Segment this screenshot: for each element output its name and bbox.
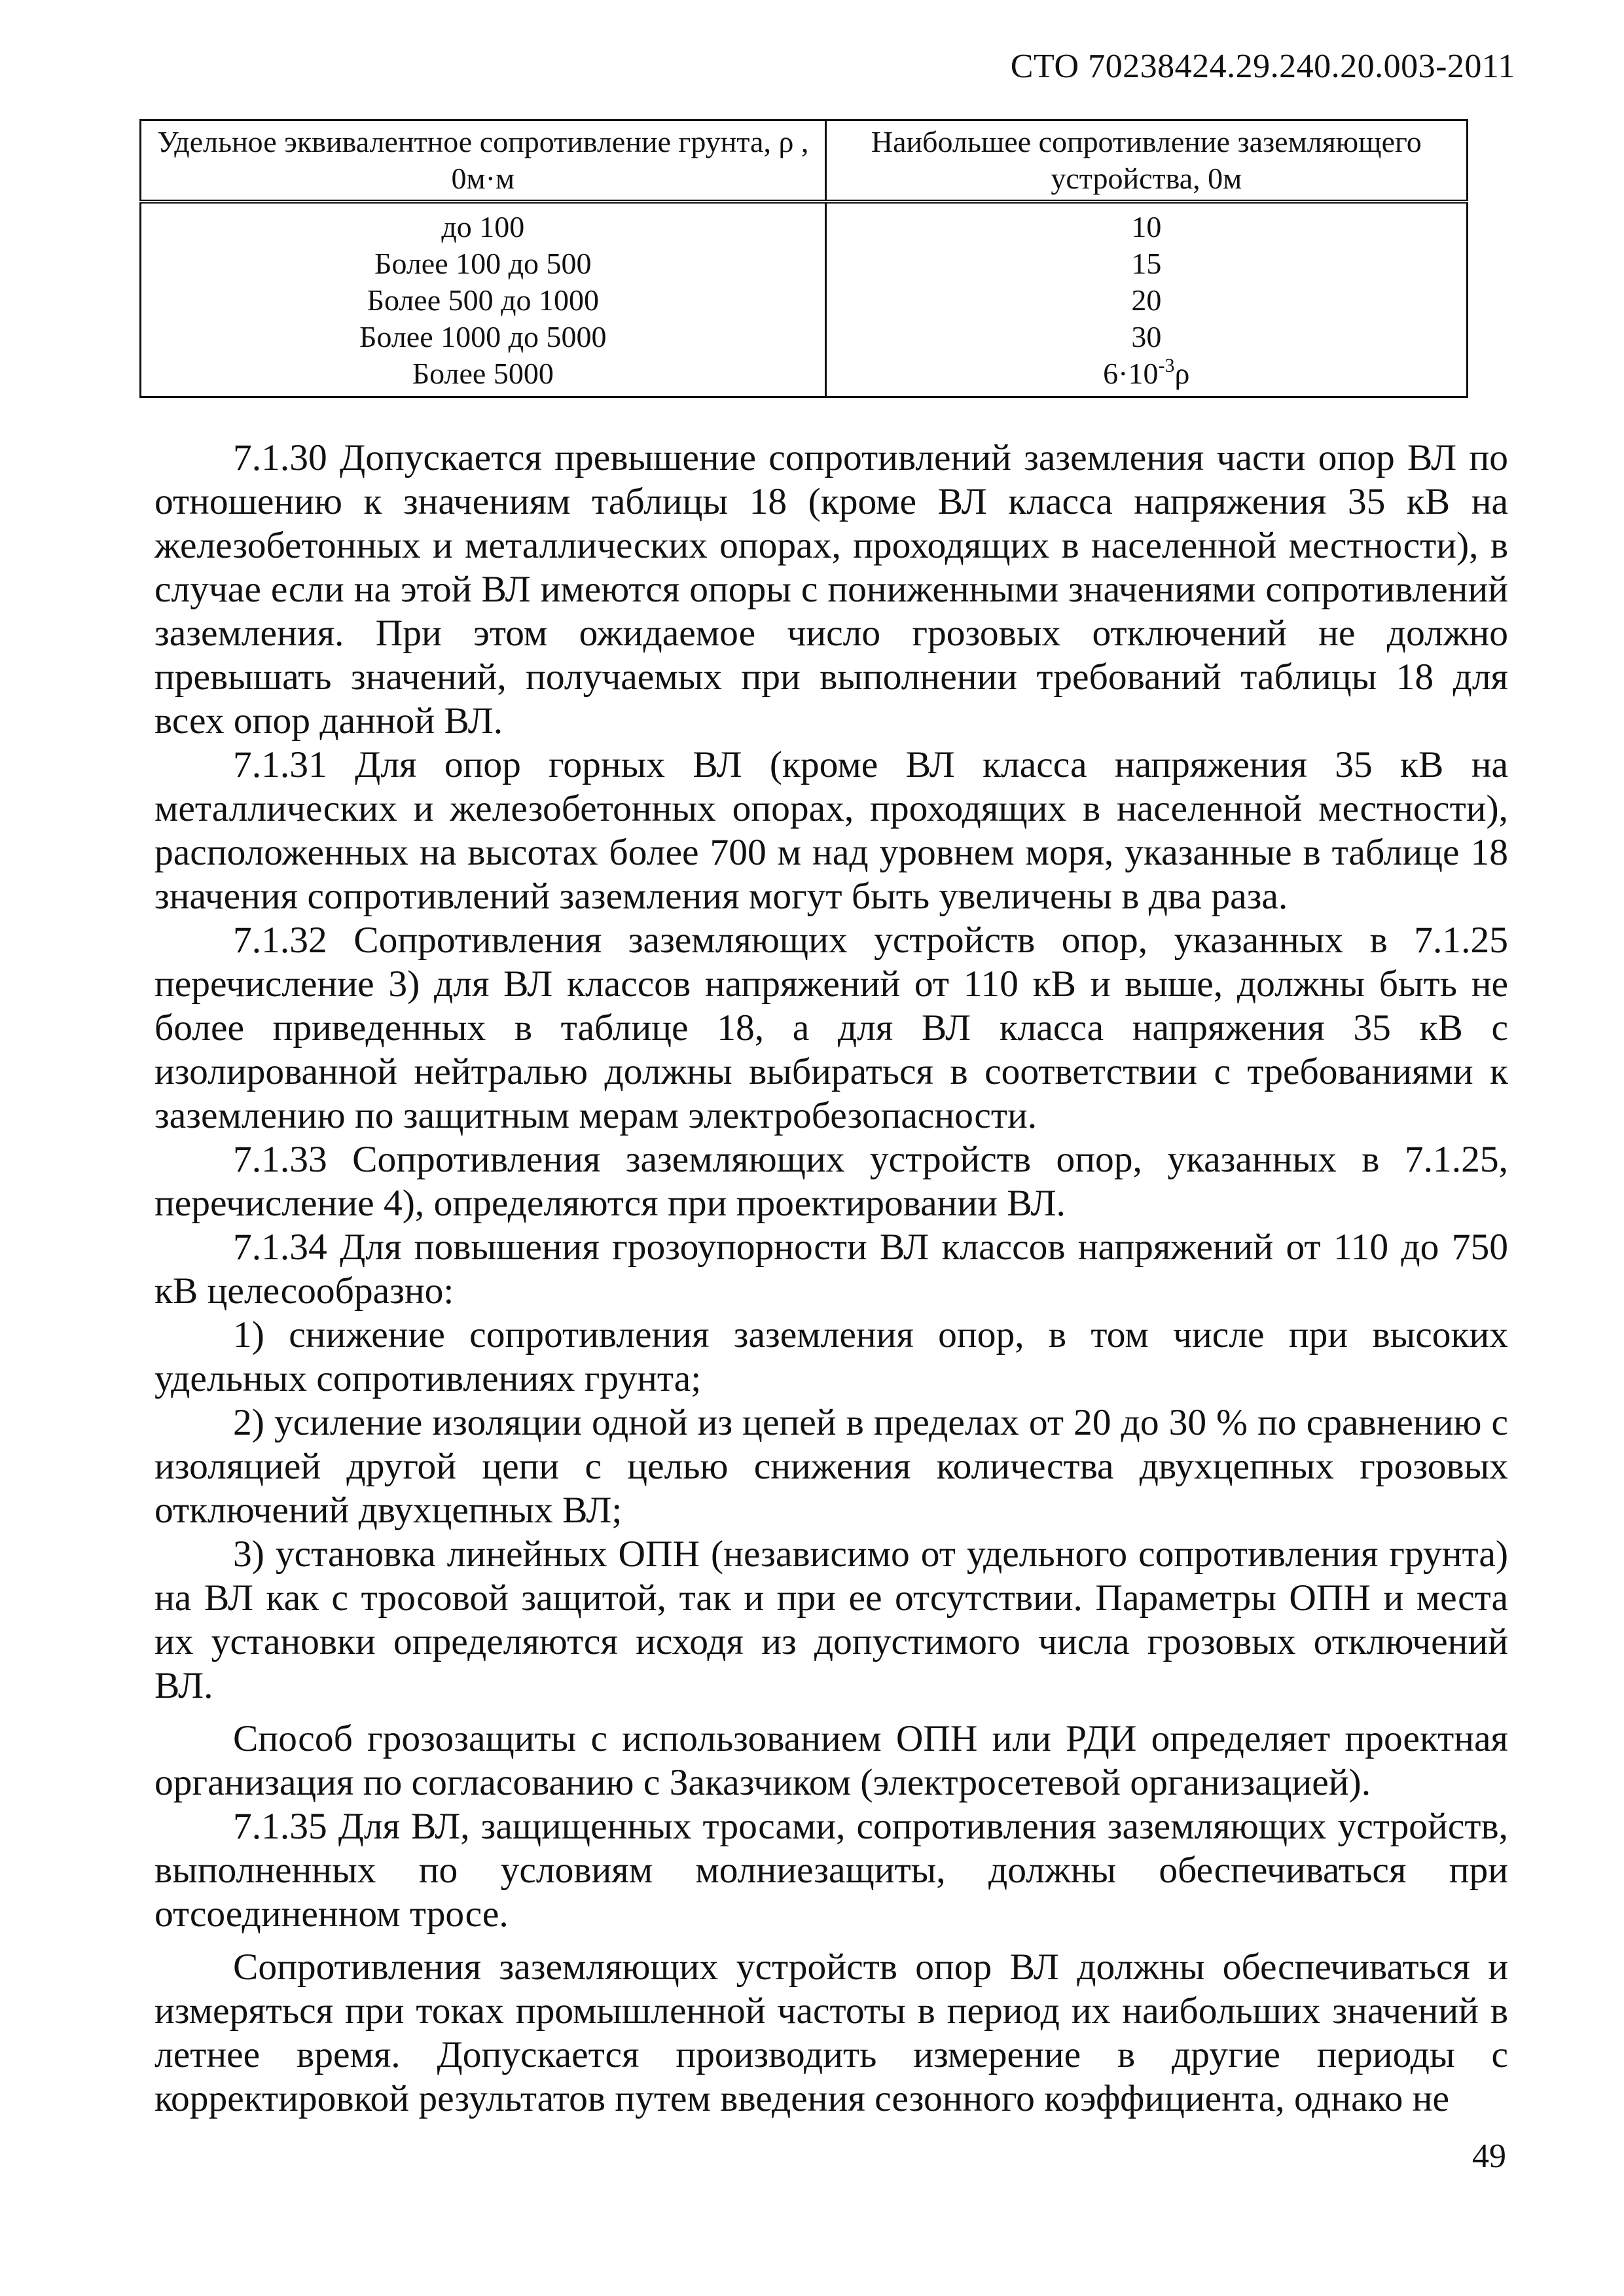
- document-code-header: СТО 70238424.29.240.20.003-2011: [1010, 48, 1515, 85]
- cell-resistivity: Более 5000: [141, 355, 826, 397]
- paragraph-7-1-35: 7.1.35 Для ВЛ, защищенных тросами, сопротивления заземляющих устройств, выполненных по условиям молниезащиты, должны обеспечиваться при отсоединенном тросе.: [154, 1806, 1508, 1935]
- paragraph-protection-method: Способ грозозащиты с использованием ОПН или РДИ определяет проектная организация по согласованию с Заказчиком (электросетевой организацией).: [154, 1718, 1508, 1803]
- list-item-2: 2) усиление изоляции одной из цепей в пределах от 20 до 30 % по сравнению с изоляцией другой цепи с целью снижения количества двухцепных грозовых отключений двухцепных ВЛ;: [154, 1402, 1508, 1531]
- formula-exponent: -3: [1158, 355, 1175, 376]
- grounding-resistance-table: [139, 119, 1468, 398]
- column-header-resistivity: Удельное эквивалентное сопротивление грунта, ρ , 0м·м: [141, 120, 826, 202]
- cell-resistivity: Более 500 до 1000: [141, 282, 826, 319]
- cell-max-resistance: 15: [825, 245, 1467, 282]
- paragraph-7-1-32: 7.1.32 Сопротивления заземляющих устройств опор, указанных в 7.1.25 перечисление 3) для ВЛ классов напряжений от 110 кВ и выше, должны быть не более приведенных в таблице 18, а для ВЛ класса напряжения 35 кВ с изолированной нейтралью должны выбираться в соответствии с требованиями к заземлению по защитным мерам электробезопасности.: [154, 920, 1508, 1136]
- body-text: [154, 436, 1508, 2121]
- table-row: [141, 282, 1468, 319]
- table-row: [141, 355, 1468, 397]
- cell-resistivity: Более 1000 до 5000: [141, 319, 826, 355]
- cell-max-resistance: 10: [825, 202, 1467, 245]
- cell-resistivity: Более 100 до 500: [141, 245, 826, 282]
- formula-base: 6·10: [1103, 357, 1159, 390]
- table: [139, 119, 1468, 398]
- table-header-row: [141, 120, 1468, 202]
- cell-max-resistance: 20: [825, 282, 1467, 319]
- paragraph-7-1-31: 7.1.31 Для опор горных ВЛ (кроме ВЛ класса напряжения 35 кВ на металлических и железобетонных опорах, проходящих в населенной местности), расположенных на высотах более 700 м над уровнем моря, указанные в таблице 18 значения сопротивлений заземления могут быть увеличены в два раза.: [154, 744, 1508, 917]
- cell-max-resistance: 30: [825, 319, 1467, 355]
- column-header-max-resistance: Наибольшее сопротивление заземляющего устройства, 0м: [825, 120, 1467, 202]
- cell-resistivity: до 100: [141, 202, 826, 245]
- list-item-1: 1) снижение сопротивления заземления опор, в том числе при высоких удельных сопротивлениях грунта;: [154, 1314, 1508, 1399]
- formula-rho: ρ: [1174, 357, 1190, 390]
- page-number: 49: [1472, 2138, 1506, 2175]
- paragraph-7-1-30: 7.1.30 Допускается превышение сопротивлений заземления части опор ВЛ по отношению к значениям таблицы 18 (кроме ВЛ класса напряжения 35 кВ на железобетонных и металлических опорах, проходящих в населенной местности), в случае если на этой ВЛ имеются опоры с пониженными значениями сопротивлений заземления. При этом ожидаемое число грозовых отключений не должно превышать значений, получаемых при выполнении требований таблицы 18 для всех опор данной ВЛ.: [154, 437, 1508, 742]
- paragraph-7-1-33: 7.1.33 Сопротивления заземляющих устройств опор, указанных в 7.1.25, перечисление 4), определяются при проектировании ВЛ.: [154, 1139, 1508, 1224]
- table-row: [141, 245, 1468, 282]
- list-item-3: 3) установка линейных ОПН (независимо от удельного сопротивления грунта) на ВЛ как с тросовой защитой, так и при ее отсутствии. Параметры ОПН и места их установки определяются исходя из допустимого числа грозовых отключений ВЛ.: [154, 1534, 1508, 1706]
- cell-max-resistance-formula: [825, 355, 1467, 397]
- paragraph-measurement: Сопротивления заземляющих устройств опор ВЛ должны обеспечиваться и измеряться при токах промышленной частоты в период их наибольших значений в летнее время. Допускается производить измерение в другие периоды с корректировкой результатов путем введения сезонного коэффициента, однако не: [154, 1946, 1508, 2119]
- paragraph-7-1-34: 7.1.34 Для повышения грозоупорности ВЛ классов напряжений от 110 до 750 кВ целесообразно:: [154, 1227, 1508, 1312]
- table-row: [141, 319, 1468, 355]
- table-row: [141, 202, 1468, 245]
